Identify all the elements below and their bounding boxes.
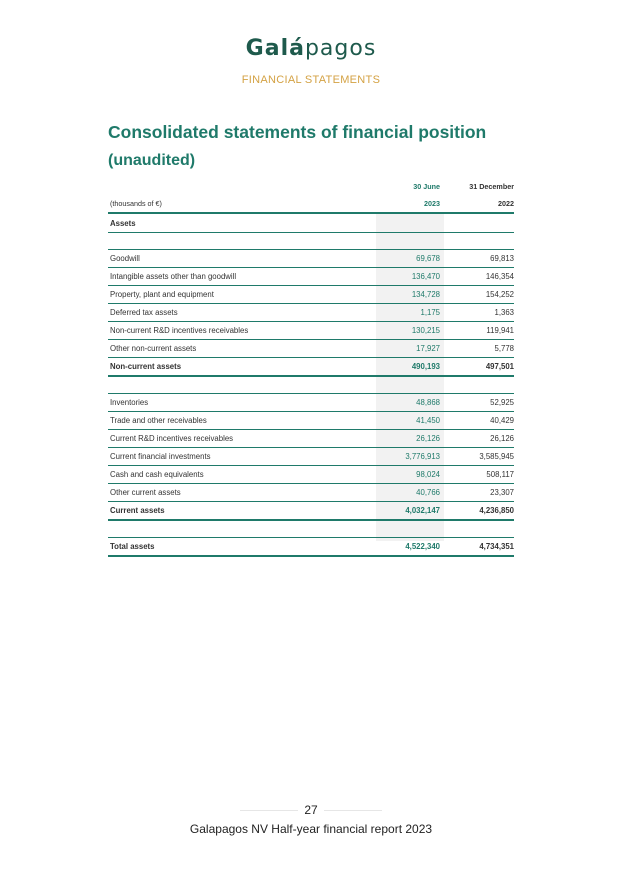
header-year-previous: 2022 — [444, 194, 514, 213]
row-value-previous: 69,813 — [444, 250, 514, 268]
page-title-qualifier: (unaudited) — [108, 152, 196, 169]
header-row-period — [108, 178, 514, 194]
section-label: Assets — [108, 213, 376, 233]
row-label: Other current assets — [108, 484, 376, 502]
row-value-previous: 23,307 — [444, 484, 514, 502]
subtotal-row-current — [108, 502, 514, 521]
row-label: Trade and other receivables — [108, 412, 376, 430]
page-title: Consolidated statements of financial position — [108, 122, 487, 142]
row-value-current: 40,766 — [376, 484, 444, 502]
row-label: Inventories — [108, 394, 376, 412]
header-period-current: 30 June — [413, 181, 440, 191]
row-value-current: 69,678 — [376, 250, 444, 268]
logo — [0, 36, 622, 61]
row-value-previous: 146,354 — [444, 268, 514, 286]
row-value-previous: 119,941 — [444, 322, 514, 340]
table-row — [108, 466, 514, 484]
subtotal-value-previous: 4,236,850 — [444, 502, 514, 521]
table-row — [108, 448, 514, 466]
table-row — [108, 340, 514, 358]
row-label: Current R&D incentives receivables — [108, 430, 376, 448]
row-value-previous: 154,252 — [444, 286, 514, 304]
row-label: Cash and cash equivalents — [108, 466, 376, 484]
units-label: (thousands of €) — [108, 194, 376, 213]
row-value-previous: 52,925 — [444, 394, 514, 412]
financial-position-table — [108, 178, 514, 557]
row-value-current: 41,450 — [376, 412, 444, 430]
row-value-current: 1,175 — [376, 304, 444, 322]
row-value-previous: 5,778 — [444, 340, 514, 358]
row-label: Other non-current assets — [108, 340, 376, 358]
row-value-current: 130,215 — [376, 322, 444, 340]
section-row-assets — [108, 213, 514, 233]
table-row — [108, 412, 514, 430]
total-label: Total assets — [108, 538, 376, 557]
total-row-assets — [108, 538, 514, 557]
table-row — [108, 250, 514, 268]
subtotal-value-current: 490,193 — [376, 358, 444, 377]
subtotal-value-previous: 497,501 — [444, 358, 514, 377]
row-label: Property, plant and equipment — [108, 286, 376, 304]
page-number — [0, 803, 622, 817]
row-value-current: 3,776,913 — [376, 448, 444, 466]
header-year-current: 2023 — [376, 194, 444, 213]
section-subtitle: FINANCIAL STATEMENTS — [241, 74, 381, 86]
table-row — [108, 430, 514, 448]
row-value-previous: 1,363 — [444, 304, 514, 322]
table-row — [108, 394, 514, 412]
header-period-previous: 31 December — [469, 181, 514, 191]
row-label: Goodwill — [108, 250, 376, 268]
row-value-previous: 40,429 — [444, 412, 514, 430]
total-value-previous: 4,734,351 — [444, 538, 514, 557]
row-value-current: 134,728 — [376, 286, 444, 304]
table-row — [108, 322, 514, 340]
row-label: Non-current R&D incentives receivables — [108, 322, 376, 340]
subtotal-label: Non-current assets — [108, 358, 376, 377]
table-row — [108, 286, 514, 304]
row-value-previous: 508,117 — [444, 466, 514, 484]
page-number-text: 27 — [298, 803, 323, 817]
spacer-row — [108, 376, 514, 394]
spacer-row — [108, 233, 514, 250]
logo-light-text: pagos — [304, 36, 377, 61]
row-label: Deferred tax assets — [108, 304, 376, 322]
spacer-row — [108, 520, 514, 538]
row-value-current: 136,470 — [376, 268, 444, 286]
header-row-year — [108, 194, 514, 213]
logo-bold-text: Galá — [245, 36, 305, 61]
footer-report-title: Galapagos NV Half-year financial report 2023 — [189, 822, 433, 836]
row-value-previous: 3,585,945 — [444, 448, 514, 466]
subtotal-value-current: 4,032,147 — [376, 502, 444, 521]
table-row — [108, 484, 514, 502]
subtotal-row-noncurrent — [108, 358, 514, 377]
row-value-current: 17,927 — [376, 340, 444, 358]
subtotal-label: Current assets — [108, 502, 376, 521]
row-value-current: 48,868 — [376, 394, 444, 412]
row-value-current: 26,126 — [376, 430, 444, 448]
table-row — [108, 304, 514, 322]
row-label: Intangible assets other than goodwill — [108, 268, 376, 286]
row-value-current: 98,024 — [376, 466, 444, 484]
row-value-previous: 26,126 — [444, 430, 514, 448]
table-row — [108, 268, 514, 286]
row-label: Current financial investments — [108, 448, 376, 466]
total-value-current: 4,522,340 — [376, 538, 444, 557]
